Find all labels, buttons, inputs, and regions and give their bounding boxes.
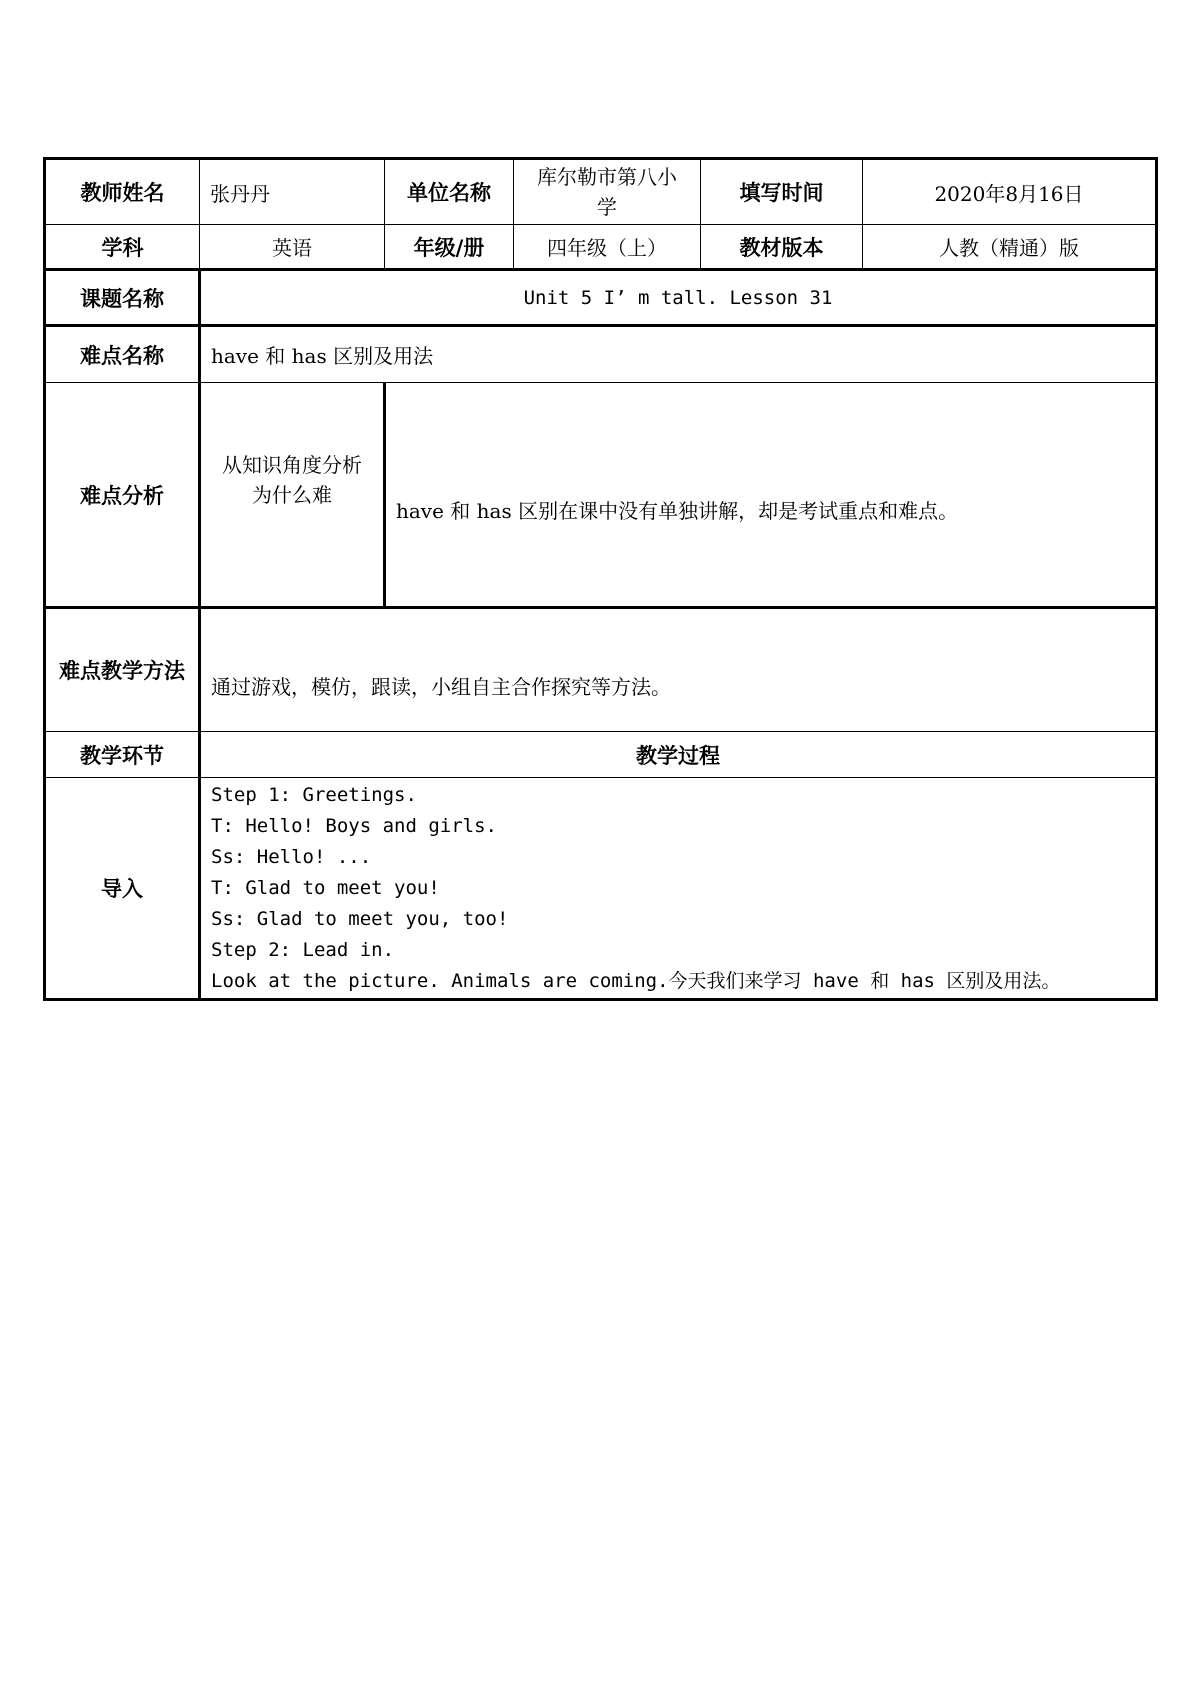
intro-content <box>200 778 1157 1000</box>
unit-name-value <box>514 159 701 225</box>
analysis-sub-label-line-2: 为什么难 <box>252 482 332 507</box>
teacher-name-value: 张丹丹 <box>200 159 385 225</box>
method-row <box>45 608 1157 732</box>
topic-row <box>45 270 1157 326</box>
difficulty-label: 难点名称 <box>45 326 200 383</box>
method-value: 通过游戏，模仿，跟读，小组自主合作探究等方法。 <box>200 608 1157 732</box>
analysis-label: 难点分析 <box>45 383 200 608</box>
lesson-plan-form <box>43 157 1155 1001</box>
lesson-plan-table <box>43 157 1158 1001</box>
analysis-sub-label <box>200 383 385 608</box>
intro-line: Step 2: Lead in. <box>211 939 395 961</box>
fill-date-value: 2020年8月16日 <box>863 159 1157 225</box>
unit-name-line-1: 库尔勒市第八小 <box>537 165 677 189</box>
difficulty-value: have 和 has 区别及用法 <box>200 326 1157 383</box>
unit-name-label: 单位名称 <box>385 159 514 225</box>
grade-value: 四年级（上） <box>514 225 701 270</box>
intro-line: T: Glad to meet you! <box>211 877 440 899</box>
method-label: 难点教学方法 <box>45 608 200 732</box>
edition-label: 教材版本 <box>701 225 863 270</box>
analysis-sub-label-line-1: 从知识角度分析 <box>222 452 362 477</box>
header-row-1 <box>45 159 1157 225</box>
intro-line: Look at the picture. Animals are coming.今天我们来学习 have 和 has 区别及用法。 <box>211 970 1061 992</box>
edition-value: 人教（精通）版 <box>863 225 1157 270</box>
topic-value: Unit 5 I’ m tall. Lesson 31 <box>200 270 1157 326</box>
intro-row <box>45 778 1157 1000</box>
analysis-row <box>45 383 1157 608</box>
intro-line: Ss: Hello! ... <box>211 846 372 868</box>
teacher-name-label: 教师姓名 <box>45 159 200 225</box>
topic-label: 课题名称 <box>45 270 200 326</box>
unit-name-line-2: 学 <box>597 195 617 219</box>
subject-value: 英语 <box>200 225 385 270</box>
intro-line: T: Hello! Boys and girls. <box>211 815 497 837</box>
analysis-value: have 和 has 区别在课中没有单独讲解，却是考试重点和难点。 <box>385 383 1157 608</box>
difficulty-row <box>45 326 1157 383</box>
grade-label: 年级/册 <box>385 225 514 270</box>
stage-header-label: 教学环节 <box>45 732 200 778</box>
fill-date-label: 填写时间 <box>701 159 863 225</box>
process-header-row <box>45 732 1157 778</box>
intro-line: Step 1: Greetings. <box>211 784 417 806</box>
intro-line: Ss: Glad to meet you, too! <box>211 908 509 930</box>
subject-label: 学科 <box>45 225 200 270</box>
intro-label: 导入 <box>45 778 200 1000</box>
process-header-label: 教学过程 <box>200 732 1157 778</box>
header-row-2 <box>45 225 1157 270</box>
